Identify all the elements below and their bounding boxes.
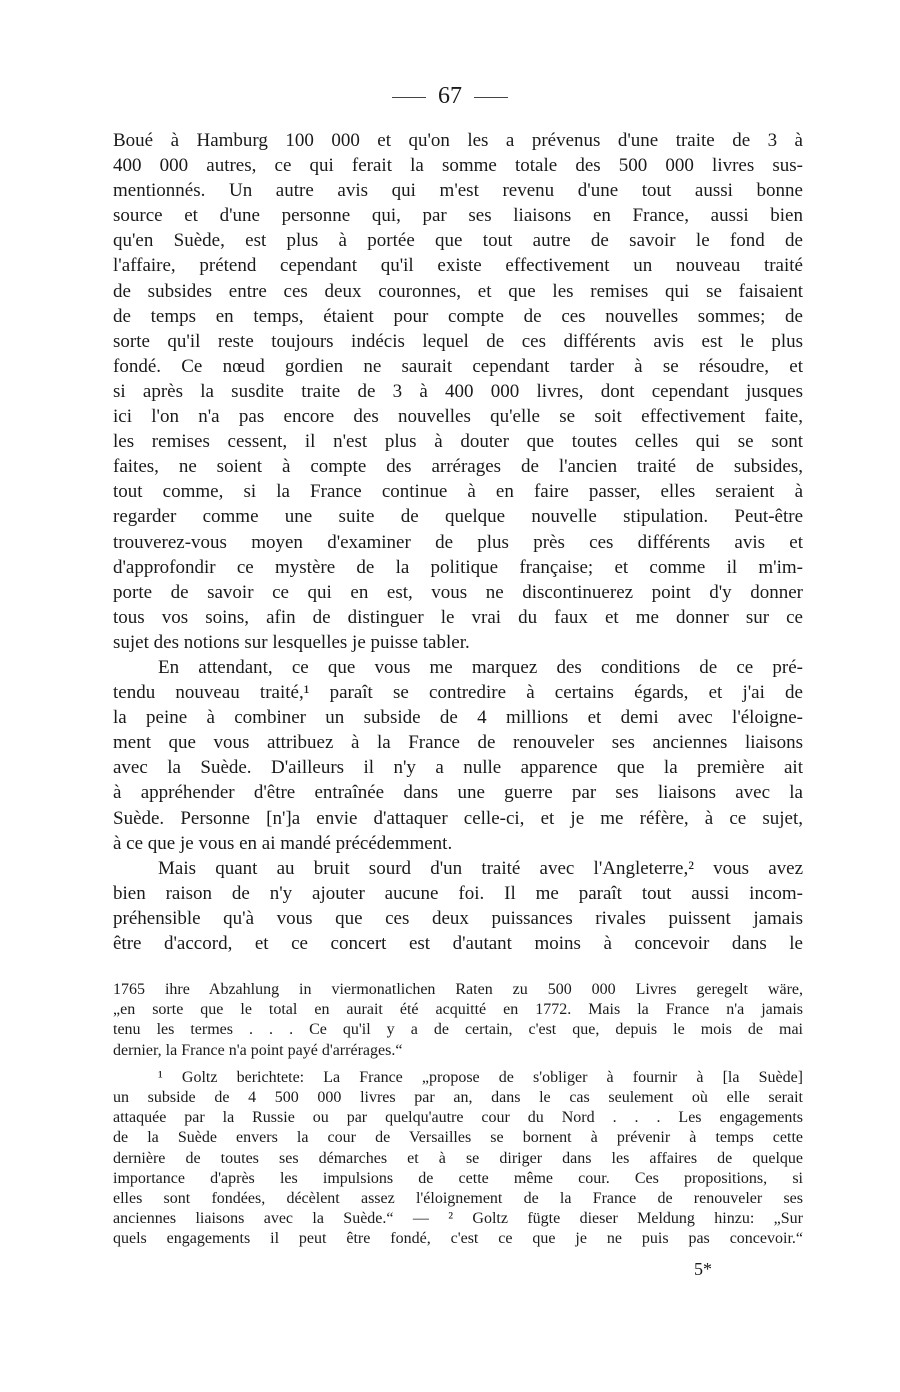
text-line: tendu nouveau traité,¹ paraît se contredire à certains égards, et j'ai de	[113, 682, 803, 704]
main-text	[113, 128, 803, 956]
footnote-line: anciennes liaisons avec la Suède.“ — ² Goltz fügte dieser Meldung hinzu: „Sur	[113, 1210, 803, 1228]
footnotes	[113, 980, 803, 1249]
footnote-line: attaquée par la Russie ou par quelqu'autre cour du Nord . . . Les engagements	[113, 1109, 803, 1127]
text-line: ment que vous attribuez à la France de renouveler ses anciennes liaisons	[113, 732, 803, 754]
footnote-line: quels engagements il peut être fondé, c'est ce que je ne puis pas concevoir.“	[113, 1230, 803, 1248]
text-line: porte de savoir ce qui en est, vous ne discontinuerez point d'y donner	[113, 581, 803, 603]
text-line: source et d'une personne qui, par ses liaisons en France, aussi bien	[113, 205, 803, 227]
footnote-line: ¹ Goltz berichtete: La France „propose de s'obliger à fournir à [la Suède]	[158, 1068, 803, 1086]
footnote-line: de la Suède envers la cour de Versailles se bornent à prévenir à temps cette	[113, 1129, 803, 1147]
text-line: regarder comme une suite de quelque nouvelle stipulation. Peut-être	[113, 506, 803, 528]
footnote-line: tenu les termes . . . Ce qu'il y a de certain, c'est que, depuis le mois de mai	[113, 1021, 803, 1039]
text-line: sorte qu'il reste toujours indécis lequel de ces différents avis est le plus	[113, 330, 803, 352]
text-line: fondé. Ce nœud gordien ne saurait cependant tarder à se résoudre, et	[113, 355, 803, 377]
text-line: faites, ne soient à compte des arrérages de l'ancien traité de subsides,	[113, 456, 803, 478]
text-line: ici l'on n'a pas encore des nouvelles qu'elle se soit effectivement faite,	[113, 406, 803, 428]
page-number: 67	[438, 83, 462, 109]
text-line: à ce que je vous en ai mandé précédemment.	[113, 832, 453, 854]
footnote-line: 1765 ihre Abzahlung in viermonatlichen Raten zu 500 000 Livres geregelt wäre,	[113, 981, 803, 998]
footnote-line: elles sont fondées, décèlent assez l'éloignement de la France de renouveler ses	[113, 1189, 803, 1207]
signature-mark: 5*	[694, 1259, 712, 1279]
text-line: d'approfondir ce mystère de la politique française; et comme il m'im-	[113, 556, 803, 578]
text-line: sujet des notions sur lesquelles je puisse tabler.	[113, 631, 470, 653]
text-line: Boué à Hamburg 100 000 et qu'on les a prévenus d'une traite de 3 à	[113, 130, 803, 151]
text-line: mentionnés. Un autre avis qui m'est revenu d'une tout aussi bonne	[113, 180, 803, 202]
text-line: si après la susdite traite de 3 à 400 000 livres, dont cependant jusques	[113, 380, 803, 402]
text-line: à appréhender d'être entraînée dans une guerre par ses liaisons avec la	[113, 782, 803, 804]
text-line: Suède. Personne [n']a envie d'attaquer celle-ci, et je me réfère, à ce sujet,	[113, 807, 803, 829]
text-line: trouverez-vous moyen d'examiner de plus près ces différents avis et	[113, 531, 803, 553]
text-line: avec la Suède. D'ailleurs il n'y a nulle apparence que la première ait	[113, 757, 803, 779]
text-line: En attendant, ce que vous me marquez des conditions de ce pré-	[158, 656, 803, 678]
footnote-line: dernière de toutes ses démarches et à se diriger dans les affaires de quelque	[113, 1149, 803, 1167]
page-header	[0, 82, 900, 110]
text-line: préhensible qu'à vous que ces deux puissances rivales puissent jamais	[113, 907, 803, 929]
text-line: de subsides entre ces deux couronnes, et que les remises qui se faisaient	[113, 280, 803, 302]
text-line: être d'accord, et ce concert est d'autant moins à concevoir dans le	[113, 933, 803, 954]
text-line: bien raison de n'y ajouter aucune foi. Il me paraît tout aussi incom-	[113, 882, 803, 904]
text-line: la peine à combiner un subside de 4 millions et demi avec l'éloigne-	[113, 707, 803, 729]
text-line: tout comme, si la France continue à en faire passer, elles seraient à	[113, 481, 803, 503]
text-line: les remises cessent, il n'est plus à douter que toutes celles qui se sont	[113, 431, 803, 453]
text-line: Mais quant au bruit sourd d'un traité avec l'Angleterre,² vous avez	[158, 857, 803, 879]
footnote-line: dernier, la France n'a point payé d'arrérages.“	[113, 1041, 403, 1059]
footnote-line: un subside de 4 500 000 livres par an, dans le cas seulement où elle serait	[113, 1088, 803, 1106]
text-line: qu'en Suède, est plus à portée que tout autre de savoir le fond de	[113, 230, 803, 252]
footnote-line: importance d'après les impulsions de cette même cour. Ces propositions, si	[113, 1169, 803, 1187]
header-rule-left	[392, 97, 426, 98]
text-line: 400 000 autres, ce qui ferait la somme totale des 500 000 livres sus-	[113, 155, 803, 177]
text-line: tous vos soins, afin de distinguer le vrai du faux et me donner sur ce	[113, 606, 803, 628]
text-line: de temps en temps, étaient pour compte de ces nouvelles sommes; de	[113, 305, 803, 327]
footnote-line: „en sorte que le total en aurait été acquitté en 1772. Mais la France n'a jamais	[113, 1001, 803, 1019]
text-line: l'affaire, prétend cependant qu'il existe effectivement un nouveau traité	[113, 255, 803, 277]
header-rule-right	[474, 97, 508, 98]
